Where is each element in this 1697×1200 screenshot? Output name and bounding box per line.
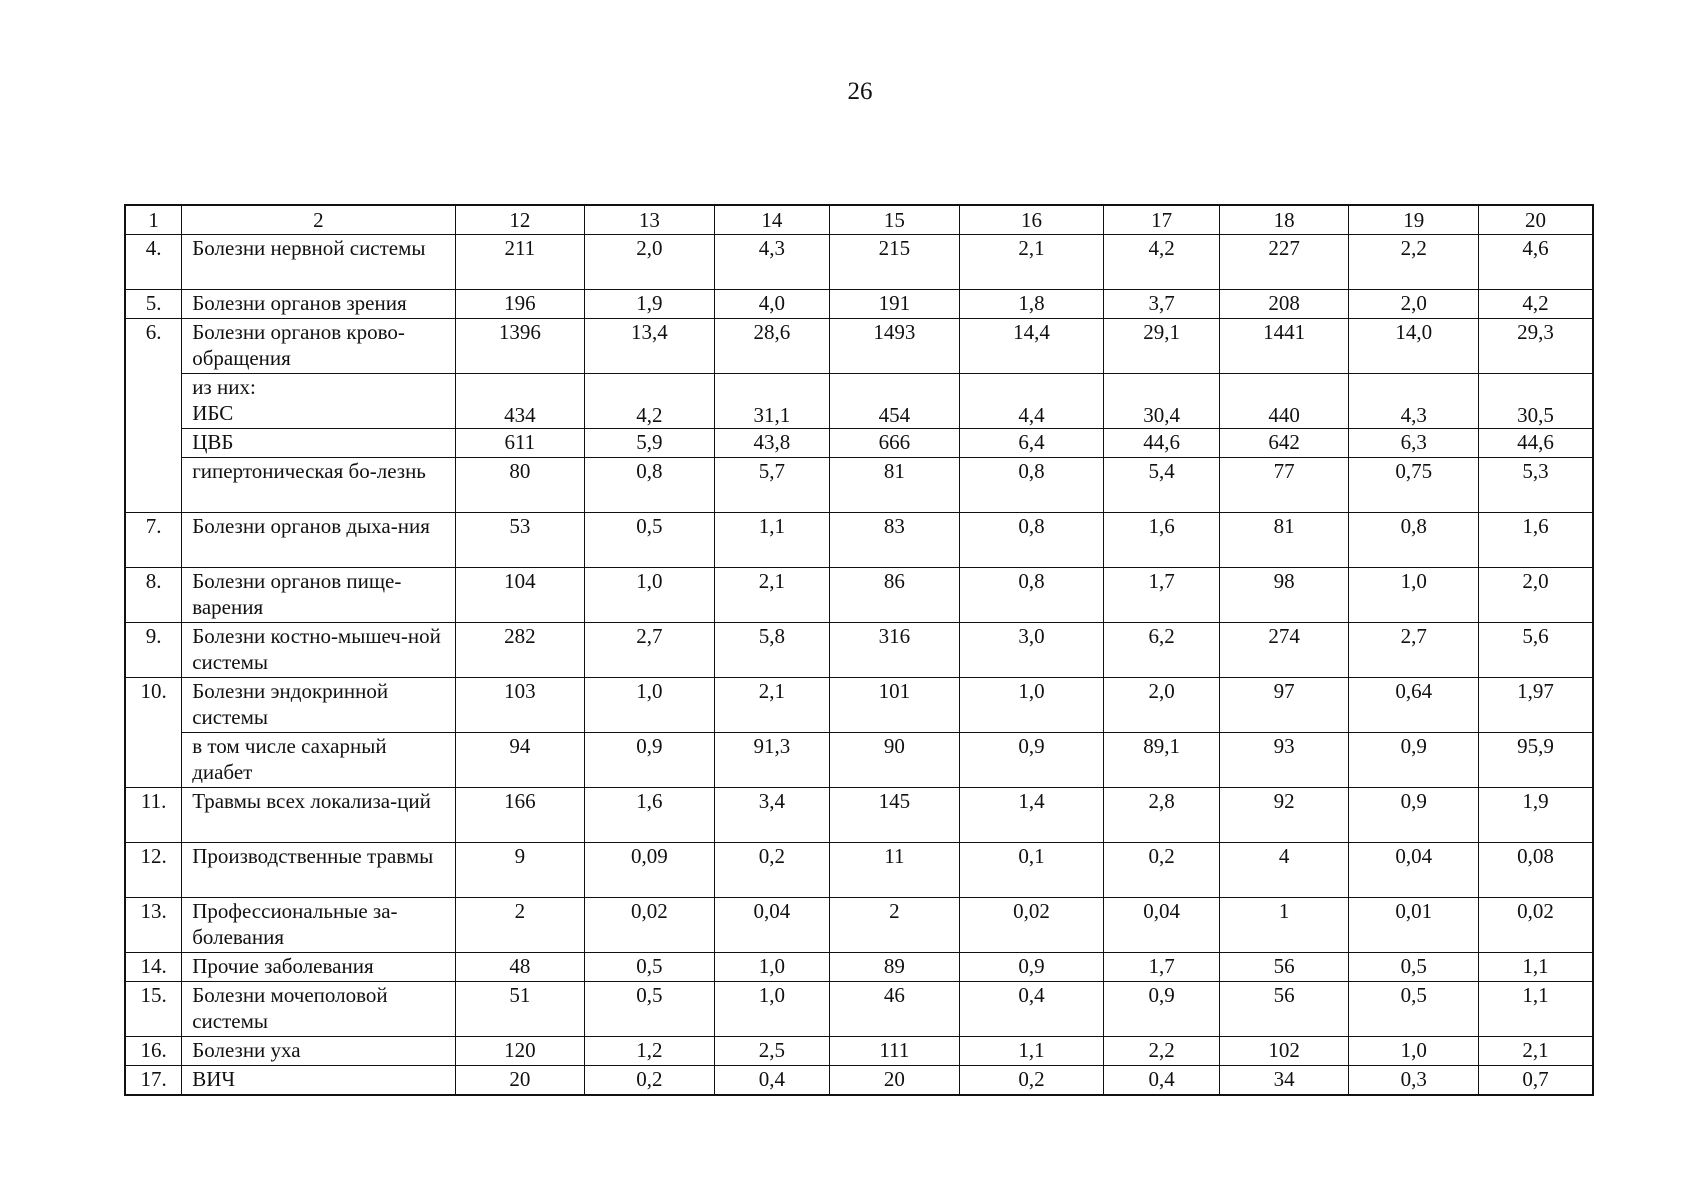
header-cell: 17 bbox=[1104, 205, 1219, 235]
value-cell: 1,9 bbox=[1479, 788, 1594, 843]
value-cell: 0,8 bbox=[1349, 513, 1479, 568]
value-cell: 4,0 bbox=[714, 290, 829, 319]
value-cell: 0,7 bbox=[1479, 1066, 1594, 1096]
value-cell: 3,7 bbox=[1104, 290, 1219, 319]
value-cell: 44,6 bbox=[1104, 429, 1219, 458]
value-cell: 56 bbox=[1219, 982, 1349, 1037]
value-cell: 13,4 bbox=[585, 319, 715, 374]
value-cell: 0,02 bbox=[1479, 898, 1594, 953]
value-cell: 2 bbox=[455, 898, 585, 953]
row-name-cell: в том числе сахарный диабет bbox=[182, 733, 455, 788]
row-name-cell: Болезни органов пище-варения bbox=[182, 568, 455, 623]
value-cell: 81 bbox=[1219, 513, 1349, 568]
value-cell: 2,0 bbox=[585, 235, 715, 290]
row-index-cell: 9. bbox=[125, 623, 182, 678]
row-name-cell: Травмы всех локализа-ций bbox=[182, 788, 455, 843]
value-cell: 48 bbox=[455, 953, 585, 982]
value-cell: 1,8 bbox=[959, 290, 1104, 319]
value-cell: 14,0 bbox=[1349, 319, 1479, 374]
value-cell: 5,6 bbox=[1479, 623, 1594, 678]
value-cell: 454 bbox=[830, 374, 960, 429]
value-cell: 2,2 bbox=[1349, 235, 1479, 290]
row-name-cell: Болезни органов крово-обращения bbox=[182, 319, 455, 374]
value-cell: 0,2 bbox=[585, 1066, 715, 1096]
value-cell: 5,3 bbox=[1479, 458, 1594, 513]
value-cell: 1396 bbox=[455, 319, 585, 374]
value-cell: 1441 bbox=[1219, 319, 1349, 374]
value-cell: 1,2 bbox=[585, 1037, 715, 1066]
value-cell: 28,6 bbox=[714, 319, 829, 374]
morbidity-table-container bbox=[124, 204, 1594, 1096]
row-index-cell: 5. bbox=[125, 290, 182, 319]
row-name-cell: Болезни органов зрения bbox=[182, 290, 455, 319]
value-cell: 14,4 bbox=[959, 319, 1104, 374]
value-cell: 2 bbox=[830, 898, 960, 953]
table-row bbox=[125, 982, 1593, 1037]
value-cell: 611 bbox=[455, 429, 585, 458]
value-cell: 4,2 bbox=[585, 374, 715, 429]
value-cell: 666 bbox=[830, 429, 960, 458]
row-index-cell: 7. bbox=[125, 513, 182, 568]
value-cell: 20 bbox=[830, 1066, 960, 1096]
value-cell: 1,0 bbox=[1349, 568, 1479, 623]
value-cell: 0,4 bbox=[1104, 1066, 1219, 1096]
value-cell: 4,6 bbox=[1479, 235, 1594, 290]
value-cell: 2,1 bbox=[1479, 1037, 1594, 1066]
header-cell: 16 bbox=[959, 205, 1104, 235]
value-cell: 89 bbox=[830, 953, 960, 982]
value-cell: 2,0 bbox=[1479, 568, 1594, 623]
value-cell: 102 bbox=[1219, 1037, 1349, 1066]
header-cell: 18 bbox=[1219, 205, 1349, 235]
value-cell: 1,6 bbox=[585, 788, 715, 843]
value-cell: 0,2 bbox=[1104, 843, 1219, 898]
value-cell: 29,3 bbox=[1479, 319, 1594, 374]
table-row bbox=[125, 374, 1593, 429]
value-cell: 0,9 bbox=[1104, 982, 1219, 1037]
value-cell: 211 bbox=[455, 235, 585, 290]
value-cell: 0,8 bbox=[959, 513, 1104, 568]
value-cell: 274 bbox=[1219, 623, 1349, 678]
value-cell: 9 bbox=[455, 843, 585, 898]
value-cell: 3,0 bbox=[959, 623, 1104, 678]
value-cell: 0,09 bbox=[585, 843, 715, 898]
value-cell: 0,04 bbox=[1349, 843, 1479, 898]
header-cell: 13 bbox=[585, 205, 715, 235]
value-cell: 31,1 bbox=[714, 374, 829, 429]
value-cell: 104 bbox=[455, 568, 585, 623]
row-index-cell: 12. bbox=[125, 843, 182, 898]
page-number: 26 bbox=[847, 78, 873, 105]
value-cell: 0,1 bbox=[959, 843, 1104, 898]
value-cell: 51 bbox=[455, 982, 585, 1037]
value-cell: 215 bbox=[830, 235, 960, 290]
value-cell: 6,2 bbox=[1104, 623, 1219, 678]
value-cell: 208 bbox=[1219, 290, 1349, 319]
value-cell: 0,9 bbox=[959, 733, 1104, 788]
table-row bbox=[125, 788, 1593, 843]
value-cell: 0,5 bbox=[585, 982, 715, 1037]
table-row bbox=[125, 1037, 1593, 1066]
value-cell: 94 bbox=[455, 733, 585, 788]
row-name-cell: Производственные травмы bbox=[182, 843, 455, 898]
table-row bbox=[125, 319, 1593, 374]
value-cell: 20 bbox=[455, 1066, 585, 1096]
value-cell: 111 bbox=[830, 1037, 960, 1066]
value-cell: 1,0 bbox=[714, 982, 829, 1037]
value-cell: 0,01 bbox=[1349, 898, 1479, 953]
value-cell: 5,4 bbox=[1104, 458, 1219, 513]
value-cell: 0,8 bbox=[585, 458, 715, 513]
value-cell: 11 bbox=[830, 843, 960, 898]
value-cell: 34 bbox=[1219, 1066, 1349, 1096]
value-cell: 80 bbox=[455, 458, 585, 513]
header-cell: 12 bbox=[455, 205, 585, 235]
value-cell: 4 bbox=[1219, 843, 1349, 898]
value-cell: 90 bbox=[830, 733, 960, 788]
value-cell: 4,2 bbox=[1479, 290, 1594, 319]
row-name-cell: Болезни уха bbox=[182, 1037, 455, 1066]
value-cell: 1 bbox=[1219, 898, 1349, 953]
value-cell: 2,2 bbox=[1104, 1037, 1219, 1066]
row-name-subheading: из них: bbox=[192, 375, 256, 399]
table-row bbox=[125, 458, 1593, 513]
row-index-cell: 15. bbox=[125, 982, 182, 1037]
table-row bbox=[125, 843, 1593, 898]
row-name-cell: Болезни нервной системы bbox=[182, 235, 455, 290]
value-cell: 0,8 bbox=[959, 568, 1104, 623]
value-cell: 1,0 bbox=[714, 953, 829, 982]
value-cell: 0,08 bbox=[1479, 843, 1594, 898]
header-cell: 19 bbox=[1349, 205, 1479, 235]
value-cell: 3,4 bbox=[714, 788, 829, 843]
value-cell: 86 bbox=[830, 568, 960, 623]
value-cell: 46 bbox=[830, 982, 960, 1037]
value-cell: 440 bbox=[1219, 374, 1349, 429]
value-cell: 145 bbox=[830, 788, 960, 843]
value-cell: 0,4 bbox=[959, 982, 1104, 1037]
value-cell: 0,2 bbox=[959, 1066, 1104, 1096]
value-cell: 1,1 bbox=[714, 513, 829, 568]
row-name-cell bbox=[182, 374, 455, 429]
value-cell: 4,2 bbox=[1104, 235, 1219, 290]
value-cell: 2,0 bbox=[1104, 678, 1219, 733]
value-cell: 89,1 bbox=[1104, 733, 1219, 788]
value-cell: 2,1 bbox=[714, 568, 829, 623]
value-cell: 43,8 bbox=[714, 429, 829, 458]
value-cell: 30,5 bbox=[1479, 374, 1594, 429]
value-cell: 4,3 bbox=[714, 235, 829, 290]
value-cell: 95,9 bbox=[1479, 733, 1594, 788]
header-cell: 15 bbox=[830, 205, 960, 235]
value-cell: 0,02 bbox=[585, 898, 715, 953]
table-body bbox=[125, 205, 1593, 1095]
value-cell: 0,04 bbox=[1104, 898, 1219, 953]
row-name-cell: Профессиональные за-болевания bbox=[182, 898, 455, 953]
table-row bbox=[125, 1066, 1593, 1096]
value-cell: 4,4 bbox=[959, 374, 1104, 429]
row-name-cell: Прочие заболевания bbox=[182, 953, 455, 982]
value-cell: 2,1 bbox=[714, 678, 829, 733]
value-cell: 1,7 bbox=[1104, 568, 1219, 623]
value-cell: 5,9 bbox=[585, 429, 715, 458]
value-cell: 0,9 bbox=[1349, 788, 1479, 843]
value-cell: 30,4 bbox=[1104, 374, 1219, 429]
row-name-cell: ЦВБ bbox=[182, 429, 455, 458]
value-cell: 1,1 bbox=[959, 1037, 1104, 1066]
value-cell: 227 bbox=[1219, 235, 1349, 290]
value-cell: 1,4 bbox=[959, 788, 1104, 843]
value-cell: 0,3 bbox=[1349, 1066, 1479, 1096]
value-cell: 2,8 bbox=[1104, 788, 1219, 843]
row-index-cell: 10. bbox=[125, 678, 182, 788]
value-cell: 2,7 bbox=[585, 623, 715, 678]
value-cell: 120 bbox=[455, 1037, 585, 1066]
table-row bbox=[125, 953, 1593, 982]
table-row bbox=[125, 733, 1593, 788]
value-cell: 1,1 bbox=[1479, 953, 1594, 982]
value-cell: 0,04 bbox=[714, 898, 829, 953]
row-name-cell: Болезни костно-мышеч-ной системы bbox=[182, 623, 455, 678]
table-row bbox=[125, 513, 1593, 568]
value-cell: 4,3 bbox=[1349, 374, 1479, 429]
table-row bbox=[125, 678, 1593, 733]
value-cell: 0,64 bbox=[1349, 678, 1479, 733]
table-row bbox=[125, 623, 1593, 678]
value-cell: 29,1 bbox=[1104, 319, 1219, 374]
value-cell: 92 bbox=[1219, 788, 1349, 843]
value-cell: 77 bbox=[1219, 458, 1349, 513]
value-cell: 1,9 bbox=[585, 290, 715, 319]
value-cell: 2,7 bbox=[1349, 623, 1479, 678]
value-cell: 1,6 bbox=[1104, 513, 1219, 568]
value-cell: 103 bbox=[455, 678, 585, 733]
value-cell: 0,4 bbox=[714, 1066, 829, 1096]
row-index-cell: 16. bbox=[125, 1037, 182, 1066]
value-cell: 6,4 bbox=[959, 429, 1104, 458]
value-cell: 1,0 bbox=[1349, 1037, 1479, 1066]
value-cell: 166 bbox=[455, 788, 585, 843]
row-index-cell: 6. bbox=[125, 319, 182, 513]
value-cell: 196 bbox=[455, 290, 585, 319]
value-cell: 0,2 bbox=[714, 843, 829, 898]
value-cell: 1493 bbox=[830, 319, 960, 374]
value-cell: 0,5 bbox=[585, 513, 715, 568]
row-index-cell: 14. bbox=[125, 953, 182, 982]
row-name-cell: Болезни мочеполовой системы bbox=[182, 982, 455, 1037]
morbidity-table bbox=[124, 204, 1594, 1096]
value-cell: 1,97 bbox=[1479, 678, 1594, 733]
row-index-cell: 11. bbox=[125, 788, 182, 843]
value-cell: 81 bbox=[830, 458, 960, 513]
value-cell: 91,3 bbox=[714, 733, 829, 788]
value-cell: 0,02 bbox=[959, 898, 1104, 953]
value-cell: 1,6 bbox=[1479, 513, 1594, 568]
value-cell: 282 bbox=[455, 623, 585, 678]
value-cell: 1,0 bbox=[585, 678, 715, 733]
table-row bbox=[125, 235, 1593, 290]
value-cell: 98 bbox=[1219, 568, 1349, 623]
value-cell: 5,7 bbox=[714, 458, 829, 513]
value-cell: 101 bbox=[830, 678, 960, 733]
value-cell: 83 bbox=[830, 513, 960, 568]
header-cell: 14 bbox=[714, 205, 829, 235]
row-index-cell: 17. bbox=[125, 1066, 182, 1096]
header-cell: 2 bbox=[182, 205, 455, 235]
table-row bbox=[125, 290, 1593, 319]
value-cell: 434 bbox=[455, 374, 585, 429]
row-name-text: ИБС bbox=[192, 401, 234, 425]
value-cell: 1,0 bbox=[959, 678, 1104, 733]
table-row bbox=[125, 898, 1593, 953]
value-cell: 0,5 bbox=[1349, 982, 1479, 1037]
value-cell: 0,8 bbox=[959, 458, 1104, 513]
value-cell: 2,5 bbox=[714, 1037, 829, 1066]
header-cell: 20 bbox=[1479, 205, 1594, 235]
value-cell: 1,7 bbox=[1104, 953, 1219, 982]
value-cell: 2,1 bbox=[959, 235, 1104, 290]
row-name-cell: Болезни органов дыха-ния bbox=[182, 513, 455, 568]
value-cell: 0,9 bbox=[1349, 733, 1479, 788]
table-row bbox=[125, 429, 1593, 458]
value-cell: 53 bbox=[455, 513, 585, 568]
value-cell: 1,1 bbox=[1479, 982, 1594, 1037]
table-header-row bbox=[125, 205, 1593, 235]
row-name-cell: гипертоническая бо-лезнь bbox=[182, 458, 455, 513]
value-cell: 0,9 bbox=[959, 953, 1104, 982]
table-row bbox=[125, 568, 1593, 623]
value-cell: 0,9 bbox=[585, 733, 715, 788]
header-cell: 1 bbox=[125, 205, 182, 235]
row-name-cell: ВИЧ bbox=[182, 1066, 455, 1096]
value-cell: 56 bbox=[1219, 953, 1349, 982]
value-cell: 1,0 bbox=[585, 568, 715, 623]
value-cell: 5,8 bbox=[714, 623, 829, 678]
value-cell: 2,0 bbox=[1349, 290, 1479, 319]
value-cell: 93 bbox=[1219, 733, 1349, 788]
value-cell: 0,5 bbox=[1349, 953, 1479, 982]
value-cell: 642 bbox=[1219, 429, 1349, 458]
row-index-cell: 13. bbox=[125, 898, 182, 953]
row-name-cell: Болезни эндокринной системы bbox=[182, 678, 455, 733]
value-cell: 97 bbox=[1219, 678, 1349, 733]
value-cell: 0,5 bbox=[585, 953, 715, 982]
row-index-cell: 8. bbox=[125, 568, 182, 623]
value-cell: 0,75 bbox=[1349, 458, 1479, 513]
value-cell: 316 bbox=[830, 623, 960, 678]
value-cell: 6,3 bbox=[1349, 429, 1479, 458]
row-index-cell: 4. bbox=[125, 235, 182, 290]
value-cell: 44,6 bbox=[1479, 429, 1594, 458]
value-cell: 191 bbox=[830, 290, 960, 319]
